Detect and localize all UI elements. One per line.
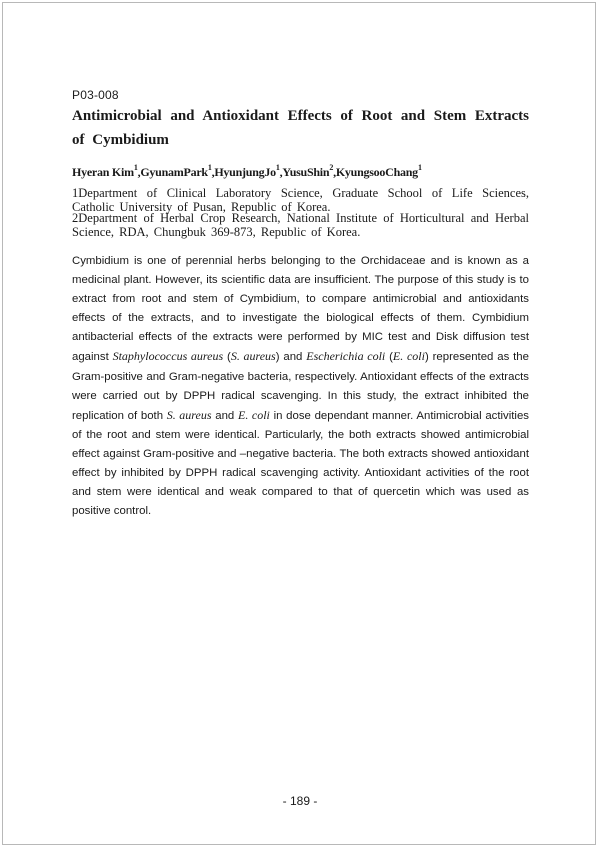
species-name: Escherichia coli	[306, 349, 386, 364]
species-name: Staphylococcus aureus	[112, 349, 224, 364]
author-name: GyunamPark	[140, 165, 208, 179]
author-separator: ,	[211, 165, 215, 179]
species-abbrev: E. coli	[237, 407, 270, 422]
author-name: KyungsooChang	[335, 165, 418, 179]
author-affiliation-marker: 1	[417, 163, 422, 172]
author-affiliation-marker: 1	[275, 163, 280, 172]
species-abbrev: E. coli	[392, 349, 425, 364]
author-separator: ,	[279, 165, 283, 179]
abstract-text: ) and	[275, 351, 307, 364]
author-affiliation-marker: 1	[207, 163, 212, 172]
species-abbrev: S. aureus	[230, 349, 276, 364]
abstract-body	[72, 252, 529, 521]
author-name: Hyeran Kim	[72, 165, 134, 179]
author-name: HyunjungJo	[214, 165, 276, 179]
author-name: YusuShin	[282, 165, 330, 179]
affiliation-2: 2Department of Herbal Crop Research, National Institute of Horticultural and Herbal Science, RDA, Chungbuk 369-873, Republic of Korea.	[72, 211, 529, 239]
poster-code: P03-008	[72, 88, 119, 102]
page-number: - 189 -	[282, 794, 318, 808]
abstract-text: and	[211, 409, 238, 422]
author-separator: ,	[333, 165, 336, 179]
abstract-text: in dose dependant manner. Antimicrobial activities of the root and stem were identical. Particularly, the both extracts showed antimicrobial effect against Gram-positive and –negative bacteria. The both extracts showed antioxidant effect by inhibited by DPPH radical scavenging activity. Antioxidant activities of the root and stem were identical and weak compared to that of quercetin which was used as positive control.	[72, 409, 529, 518]
author-affiliation-marker: 1	[133, 163, 138, 172]
abstract-text: ) represented as the Gram-positive and Gram-negative bacteria, respectively. Antioxidant effects of the extracts were carried out by DPPH radical scavenging. In this study, the extract inhibited the replication of both	[72, 351, 529, 422]
abstract-text: (	[385, 351, 393, 364]
affiliation-1: 1Department of Clinical Laboratory Science, Graduate School of Life Sciences, Catholic University of Pusan, Republic of Korea.	[72, 186, 529, 214]
paper-title: Antimicrobial and Antioxidant Effects of Root and Stem Extracts of Cymbidium	[72, 108, 529, 148]
abstract-text: (	[223, 351, 231, 364]
author-list	[72, 165, 422, 180]
author-separator: ,	[137, 165, 141, 179]
species-abbrev: S. aureus	[166, 407, 212, 422]
abstract-text: Cymbidium is one of perennial herbs belonging to the Orchidaceae and is known as a medicinal plant. However, its scientific data are insufficient. The purpose of this study is to extract from root and stem of Cymbidium, to compare antimicrobial and antioxidants effects of the extracts, and to investigate the biological effects of them. Cymbidium antibacterial effects of the extracts were performed by MIC test and Disk diffusion test against	[72, 255, 529, 364]
author-affiliation-marker: 2	[329, 163, 334, 172]
